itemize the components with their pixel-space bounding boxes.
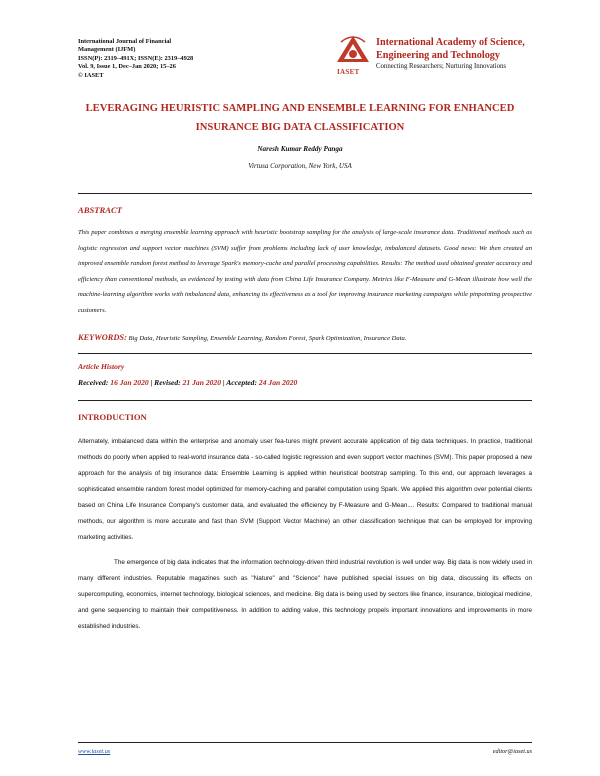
article-history <box>78 378 297 387</box>
footer-divider <box>78 742 532 743</box>
paper-title <box>70 99 530 137</box>
logo-text: IASET <box>337 68 360 76</box>
received-label: Received: <box>78 378 109 387</box>
accepted-label: | Accepted: <box>222 378 258 387</box>
journal-volume: Vol. 9, Issue 1, Dec–Jan 2020; 15–26 <box>78 63 176 71</box>
journal-line: International Journal of Financial <box>78 38 172 45</box>
author-name: Naresh Kumar Reddy Panga <box>257 145 343 153</box>
abstract-text: This paper combines a merging ensemble learning approach with heuristic bootstrap sampling for the analysis of large-scale insurance data. Traditional methods such as logistic regression and support vector machines (SVM) suffer from problems including lack of user knowledge, imbalanced datasets. Good news: We then created an improved ensemble random forest method to leverage Spark's memory-cache and parallel processing capabilities. Results: The method used obtained greater accuracy and efficiency than conventional methods, as evidenced by testing with data from China Life Insurance Company. Metrics like F-Measure and G-Mean illustrate how well the machine-learning algorithm works with imbalanced data, enhancing its effectiveness as a tool for improving insurance marketing campaigns while pinpointing prospective customers. <box>78 229 532 314</box>
academy-block <box>376 36 551 72</box>
academy-tagline: Connecting Researchers; Nurturing Innovations <box>376 63 507 70</box>
journal-issn: ISSN(P): 2319–491X; ISSN(E): 2319–4928 <box>78 54 194 62</box>
article-history-heading: Article History <box>78 362 125 371</box>
academy-name-line1: International Academy of Science, <box>376 37 525 48</box>
revised-label: | Revised: <box>150 378 181 387</box>
divider <box>78 400 532 401</box>
received-date: 16 Jan 2020 <box>110 378 149 387</box>
journal-line: Management (IJFM) <box>78 46 136 54</box>
journal-copyright: © IASET <box>78 71 104 79</box>
author-affiliation: Virtusa Corporation, New York, USA <box>248 162 352 170</box>
revised-date: 21 Jan 2020 <box>182 378 222 387</box>
journal-info <box>78 38 258 80</box>
paper-title-line: INSURANCE BIG DATA CLASSIFICATION <box>195 122 405 133</box>
footer-email: editor@iaset.us <box>492 748 532 755</box>
introduction-heading: INTRODUCTION <box>78 412 147 422</box>
accepted-date: 24 Jan 2020 <box>258 378 298 387</box>
introduction-body <box>78 434 532 635</box>
abstract-heading: ABSTRACT <box>78 205 122 215</box>
introduction-paragraph: Alternately, imbalanced data within the enterprise and anomaly user fea-tures might prevent accurate application of big data techniques. In practice, traditional methods do poorly when applied to real-world insurance data - so-called logistic regression and even support vector machines (SVM). This paper proposed a new approach for the analysis of big insurance data: Ensemble Learning is applied within heuristical bootstrap sampling. To this end, our approach leverages a sophisticated ensemble random forest model optimized for memory-caching and parallel computation using Spark. We applied this algorithm over potential clients based on China Life Insurance Company's customer data, and evaluated the efficiency by F-Measure and G-Mean.... Results: Compared to traditional manual methods, our algorithm is more accurate and fast than SVM (Support Vector Machine) an other classification technique that can be employed for improving marketing activities. <box>78 438 532 541</box>
paper-title-line: LEVERAGING HEURISTIC SAMPLING AND ENSEMBLE LEARNING FOR ENHANCED <box>85 103 515 114</box>
keywords-text: Big Data, Heuristic Sampling, Ensemble Learning, Random Forest, Spark Optimization, Insurance Data. <box>128 335 407 342</box>
divider <box>78 353 532 354</box>
academy-name-line2: Engineering and Technology <box>376 50 500 61</box>
keywords-label: KEYWORDS: <box>78 333 127 342</box>
footer-website-link[interactable]: www.iaset.us <box>78 748 111 755</box>
divider <box>78 193 532 194</box>
introduction-paragraph: The emergence of big data indicates that the information technology-driven third industrial revolution is well under way. Big data is now widely used in many different industries. Reputable magazines such as "Nature" and "Science" have published special issues on big data, discussing its effects on supercomputing, economics, internet technology, biological sciences, and medicine. Big data is being used by sectors like finance, insurance, biological medicine, and gene sequencing to maintain their competitiveness. In addition to adding value, this technology propels important innovations and improvements in more established industries. <box>78 559 532 630</box>
keywords <box>78 333 538 342</box>
